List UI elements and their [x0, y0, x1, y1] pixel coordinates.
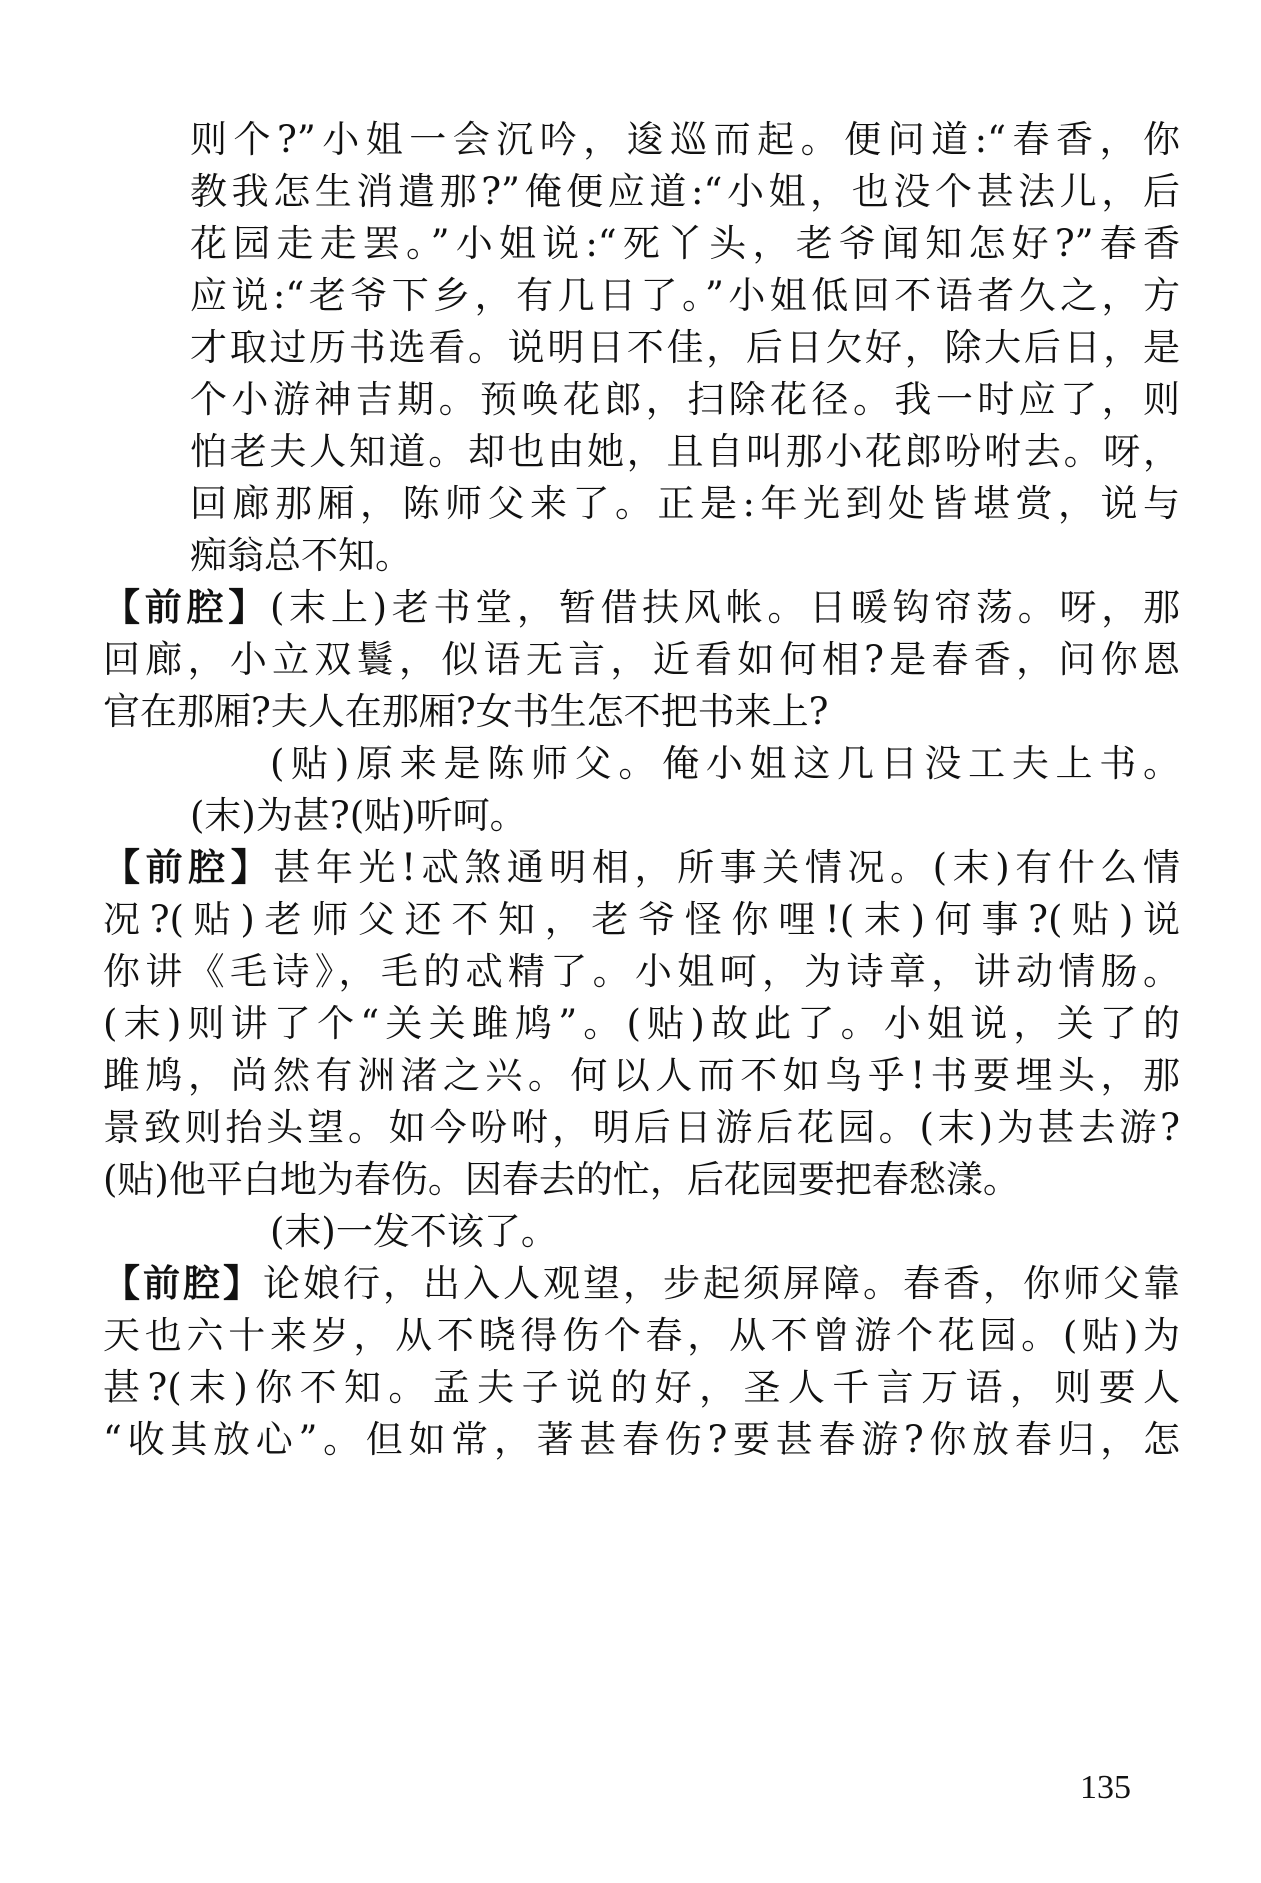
- aria-text: 甚年光!忒煞通明相，所事关情况。(末)有什么情: [273, 846, 1181, 889]
- narrative-line: 才取过历书选看。说明日不佳，后日欠好，除大后日，是: [190, 326, 1180, 369]
- aria-line: 官在那厢?夫人在那厢?女书生怎不把书来上?: [103, 690, 829, 733]
- tune-label: 【前腔】: [103, 846, 274, 889]
- aria-line: 甚?(末)你不知。孟夫子说的好，圣人千言万语，则要人: [103, 1366, 1180, 1409]
- narrative-line: 怕老夫人知道。却也由她，且自叫那小花郎吩咐去。呀，: [190, 430, 1180, 473]
- tune-label: 【前腔】: [103, 1262, 263, 1305]
- tune-label: 【前腔】: [103, 586, 270, 629]
- narrative-line: 花园走走罢。”小姐说:“死丫头，老爷闻知怎好?”春香: [190, 222, 1180, 265]
- aria-text: (末上)老书堂，暂借扶风帐。日暖钩帘荡。呀，那: [269, 586, 1181, 629]
- aria-line: 天也六十来岁，从不晓得伤个春，从不曾游个花园。(贴)为: [103, 1314, 1180, 1357]
- aria-line: (末)则讲了个“关关雎鸠”。(贴)故此了。小姐说，关了的: [103, 1002, 1180, 1045]
- narrative-line: 则个?”小姐一会沉吟，逡巡而起。便问道:“春香，你: [190, 118, 1180, 161]
- dialogue-line: (末)为甚?(贴)听呵。: [190, 794, 527, 837]
- aria-first-line: [103, 845, 1180, 891]
- aria-line: 回廊，小立双鬟，似语无言，近看如何相?是春香，问你恩: [103, 638, 1180, 681]
- aria-text: 论娘行，出入人观望，步起须屏障。春香，你师父靠: [263, 1262, 1180, 1305]
- aria-line: “收其放心”。但如常，著甚春伤?要甚春游?你放春归，怎: [103, 1418, 1180, 1461]
- narrative-line: 教我怎生消遣那?”俺便应道:“小姐，也没个甚法儿，后: [190, 170, 1180, 213]
- aria-line: 况?(贴)老师父还不知，老爷怪你哩!(末)何事?(贴)说: [103, 898, 1180, 941]
- narrative-line: 个小游神吉期。预唤花郎，扫除花径。我一时应了，则: [190, 378, 1180, 421]
- dialogue-line: (末)一发不该了。: [270, 1210, 558, 1253]
- aria-first-line: [103, 1261, 1180, 1307]
- narrative-line: 痴翁总不知。: [190, 534, 412, 577]
- dialogue-line: (贴)原来是陈师父。俺小姐这几日没工夫上书。: [270, 742, 1180, 785]
- aria-line: 雎鸠，尚然有洲渚之兴。何以人而不如鸟乎!书要埋头，那: [103, 1054, 1180, 1097]
- narrative-line: 应说:“老爷下乡，有几日了。”小姐低回不语者久之，方: [190, 274, 1180, 317]
- aria-first-line: [103, 585, 1180, 631]
- narrative-line: 回廊那厢，陈师父来了。正是:年光到处皆堪赏，说与: [190, 482, 1180, 525]
- aria-line: 景致则抬头望。如今吩咐，明后日游后花园。(末)为甚去游?: [103, 1106, 1180, 1149]
- aria-line: 你讲《毛诗》，毛的忒精了。小姐呵，为诗章，讲动情肠。: [103, 950, 1180, 993]
- aria-line: (贴)他平白地为春伤。因春去的忙，后花园要把春愁漾。: [103, 1158, 1020, 1201]
- page-number: 135: [1080, 1769, 1131, 1806]
